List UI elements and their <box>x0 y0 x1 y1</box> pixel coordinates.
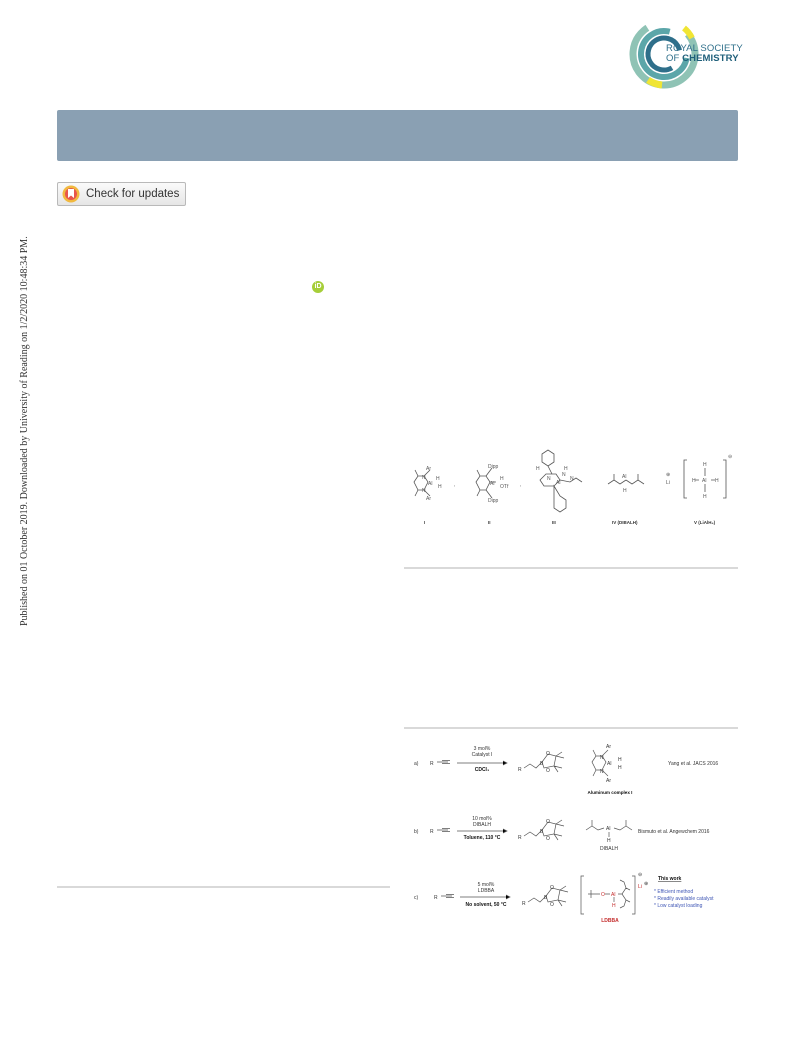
fig1-v-cation: ⊕ <box>666 472 671 478</box>
article-header-bar <box>57 110 738 161</box>
scheme-b-product-o2: O <box>546 836 550 842</box>
fig1-v-h-right: H <box>715 478 719 484</box>
scheme-b-letter: b) <box>414 829 419 835</box>
fig1-comma-1: , <box>454 482 456 488</box>
fig1-iii-n3: N <box>570 476 574 482</box>
scheme-a-above-1: 3 mol% <box>473 746 491 752</box>
fig1-i-ar-bottom: Ar <box>426 496 431 502</box>
scheme-c-product-r: R <box>522 901 526 907</box>
side-note-text: Published on 01 October 2019. Downloaded by University of Reading on 1/2/2020 10:48:34 PM. <box>19 236 30 626</box>
scheme-b-h: H <box>607 838 611 844</box>
scheme-a-ar-bottom: Ar <box>606 778 611 784</box>
fig1-iii-h1: H <box>536 466 540 472</box>
fig1-iii-n1: N <box>547 476 551 482</box>
scheme-c-product-b: B <box>544 895 548 901</box>
fig1-iii-h2: H <box>564 466 568 472</box>
scheme-a-h2: H <box>618 765 622 771</box>
scheme-row-b <box>414 816 710 852</box>
scheme-c-al: Al <box>611 892 616 898</box>
publication-side-note <box>19 216 31 626</box>
fig1-i-ar-top: Ar <box>426 466 431 472</box>
scheme-a-n-bottom: N <box>600 769 604 775</box>
scheme-a-above-2: Catalyst I <box>471 752 493 758</box>
scheme-a-product-o1: O <box>546 751 550 757</box>
scheme-b-complex-label: DIBALH <box>599 846 619 852</box>
fig1-v-h-top: H <box>703 462 707 468</box>
scheme-c-above-2: LDBBA <box>477 888 495 894</box>
fig1-i-h2: H <box>438 484 442 490</box>
scheme-c-h: H <box>612 903 616 909</box>
fig1-ii-otf: OTf <box>500 484 509 490</box>
fig1-v-li: Li <box>666 480 670 486</box>
scheme-c-anion: ⊖ <box>638 872 643 878</box>
fig1-ii-al: Al <box>490 481 495 487</box>
fig1-label-ii: II <box>488 520 491 525</box>
scheme-a-below: CDCl₃ <box>474 767 490 773</box>
figure-1-divider <box>404 567 738 569</box>
fig1-label-iii: III <box>552 520 556 525</box>
scheme-row-c <box>414 872 714 924</box>
fig1-label-v: V (LiAlH₄) <box>694 520 716 525</box>
scheme-c-product-o2: O <box>550 902 554 908</box>
scheme-a-ar-top: Ar <box>606 744 611 750</box>
scheme-b-above-2: DIBALH <box>472 822 492 828</box>
fig1-iii-al: Al <box>556 480 561 486</box>
scheme-c-product-o1: O <box>550 885 554 891</box>
scheme-c-cation: ⊕ <box>644 881 649 887</box>
fig1-ii-dipp-bottom: Dipp <box>488 498 499 504</box>
scheme-b-substrate: R <box>430 829 434 835</box>
fig1-i-n-top: N <box>422 475 426 481</box>
figure-2-scheme <box>404 738 740 928</box>
fig1-label-i: I <box>424 520 426 525</box>
scheme-a-substrate: R <box>430 761 434 767</box>
fig1-i-h1: H <box>436 476 440 482</box>
scheme-b-reference: Bismuto et al. Angewchem 2016 <box>638 829 710 835</box>
scheme-c-this-work: This work <box>658 876 682 882</box>
scheme-b-al: Al <box>606 826 611 832</box>
fig1-iv-al: Al <box>622 474 627 480</box>
scheme-c-bullet-3: * Low catalyst loading <box>654 903 703 909</box>
scheme-a-product-b: B <box>540 761 544 767</box>
check-for-updates-label: Check for updates <box>86 188 180 200</box>
scheme-a-product-r: R <box>518 767 522 773</box>
scheme-c-o: O <box>601 892 605 898</box>
scheme-a-product-o2: O <box>546 768 550 774</box>
scheme-a-h1: H <box>618 757 622 763</box>
fig1-label-iv: IV (DIBALH) <box>612 520 638 525</box>
rsc-wordmark <box>666 44 743 64</box>
scheme-c-letter: c) <box>414 895 419 901</box>
figure-2-top-divider <box>404 727 738 729</box>
check-for-updates-button[interactable] <box>57 182 186 206</box>
scheme-c-complex-label: LDBBA <box>601 918 619 924</box>
scheme-b-above-1: 10 mol% <box>472 816 492 822</box>
orcid-icon[interactable]: iD <box>312 281 324 293</box>
scheme-b-below: Toluene, 110 °C <box>463 835 501 841</box>
rsc-line2: OF CHEMISTRY <box>666 53 739 64</box>
fig1-iv-h: H <box>623 488 627 494</box>
scheme-b-product-o1: O <box>546 819 550 825</box>
figure-1-structures <box>404 440 740 532</box>
rsc-line1: ROYAL SOCIETY <box>666 43 743 54</box>
scheme-c-li: Li <box>638 884 642 890</box>
scheme-c-substrate: R <box>434 895 438 901</box>
scheme-a-al: Al <box>607 761 612 767</box>
scheme-c-below: No solvent, 50 °C <box>465 902 507 908</box>
fig1-v-h-bottom: H <box>703 494 707 500</box>
scheme-c-above-1: 5 mol% <box>477 882 495 888</box>
fig1-ii-h: H <box>500 476 504 482</box>
fig1-v-al: Al <box>702 478 707 484</box>
fig1-v-anion: ⊖ <box>728 454 733 460</box>
fig1-iii-n2: N <box>562 472 566 478</box>
scheme-row-a <box>414 744 718 795</box>
scheme-a-reference: Yang et al. JACS 2016 <box>668 761 719 767</box>
fig1-v-h-left: H <box>692 478 696 484</box>
fig1-i-al: Al <box>428 481 433 487</box>
scheme-b-product-r: R <box>518 835 522 841</box>
scheme-a-letter: a) <box>414 761 419 767</box>
crossmark-icon <box>62 185 80 203</box>
left-column-divider <box>57 886 390 888</box>
scheme-a-n-top: N <box>600 755 604 761</box>
scheme-a-complex-label: Aluminum complex I <box>587 790 633 795</box>
scheme-b-product-b: B <box>540 829 544 835</box>
fig1-comma-2: , <box>520 482 522 488</box>
scheme-c-bullet-2: * Readily available catalyst <box>654 896 714 902</box>
fig1-i-n-bottom: N <box>422 488 426 494</box>
fig1-ii-dipp-top: Dipp <box>488 464 499 470</box>
scheme-c-bullet-1: * Efficient method <box>654 889 694 895</box>
